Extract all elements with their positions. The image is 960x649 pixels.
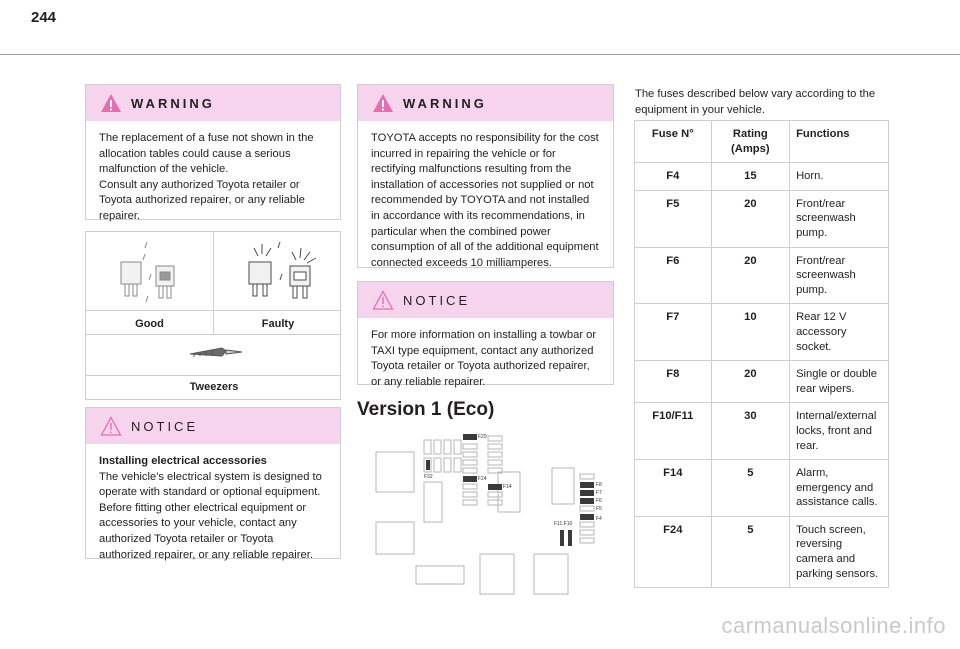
good-fuse-illustration	[116, 240, 188, 306]
notice-text: The vehicle's electrical system is designed to operate with standard or optional equipment. Before fitting other electrical equipment or accessories to your vehicle, contact any authorized Toyota retailer or Toyota authorized repairer, or any reliable repairer.	[99, 470, 322, 561]
fuse-rating-cell: 30	[711, 403, 790, 460]
notice-box-1	[85, 407, 341, 559]
table-row	[635, 516, 889, 587]
intro-text: The fuses described below vary according to the equipment in your vehicle.	[635, 88, 876, 116]
fuse-rating-cell: 20	[711, 190, 790, 247]
fuse-function-cell: Front/rear screenwash pump.	[790, 247, 889, 304]
notice-text-2: For more information on installing a towbar or TAXI type equipment, contact any authorized Toyota retailer or Toyota authorized repairer, or any reliable repairer.	[371, 329, 597, 388]
figure-row-labels	[86, 310, 340, 311]
watermark: carmanualsonline.info	[721, 613, 946, 638]
table-row	[635, 403, 889, 460]
fuse-rating-cell: 20	[711, 247, 790, 304]
fuse-rating-cell: 10	[711, 304, 790, 361]
warning-header-2	[358, 85, 613, 121]
page-number: 244	[31, 9, 57, 26]
diagram-label-f11-f10: F11 F10	[554, 521, 573, 527]
table-row	[635, 361, 889, 403]
diagram-label-f32: F32	[424, 474, 433, 480]
table-row	[635, 247, 889, 304]
diagram-label-f5: F5	[596, 506, 602, 512]
warning-box-1	[85, 84, 341, 220]
diagram-label-f8: F8	[596, 482, 602, 488]
warning-text: The replacement of a fuse not shown in the allocation tables could cause a serious malfunction of the vehicle. Consult any authorized Toyota retailer or Toyota authorized repairer, or any reliable repairer.	[99, 132, 314, 222]
fuse-number-cell: F24	[635, 516, 712, 587]
fuse-function-cell: Touch screen, reversing camera and parking sensors.	[790, 516, 889, 587]
top-rule	[0, 54, 960, 55]
fuse-number-cell: F8	[635, 361, 712, 403]
fuse-number-cell: F4	[635, 163, 712, 191]
fuse-box-diagram	[368, 430, 608, 598]
good-label: Good	[135, 318, 164, 330]
diagram-label-f4: F4	[596, 516, 602, 522]
notice-header-2	[358, 282, 613, 318]
fuse-function-cell: Single or double rear wipers.	[790, 361, 889, 403]
warning-icon	[372, 93, 394, 113]
diagram-label-f14: F14	[503, 484, 512, 490]
notice-title-2: NOTICE	[403, 292, 471, 308]
table-row	[635, 304, 889, 361]
header-fuse-no: Fuse N°	[635, 121, 712, 163]
notice-title: NOTICE	[131, 418, 199, 434]
header-rating: Rating (Amps)	[711, 121, 790, 163]
fuse-table-header	[635, 121, 889, 163]
fuse-number-cell: F14	[635, 460, 712, 517]
diagram-label-f29: F29	[478, 434, 487, 440]
fuse-rating-cell: 5	[711, 460, 790, 517]
fuse-figure	[85, 231, 341, 400]
figure-row-tweezers-label	[86, 375, 340, 376]
tweezers-illustration	[186, 342, 246, 362]
tweezers-label: Tweezers	[189, 381, 239, 393]
table-row	[635, 190, 889, 247]
warning-text-2: TOYOTA accepts no responsibility for the cost incurred in repairing the vehicle or for rectifying malfunctions resulting from the installation of accessories not supplied or not recommended by TOYOTA and not installed in accordance with its recommendations, in particular when the combined power consumption of all of the additional equipment connected exceeds 10 milliamperes.	[371, 132, 599, 269]
header-functions: Functions	[790, 121, 889, 163]
fuse-number-cell: F6	[635, 247, 712, 304]
fuse-function-cell: Rear 12 V accessory socket.	[790, 304, 889, 361]
fuse-rating-cell: 15	[711, 163, 790, 191]
fuse-function-cell: Horn.	[790, 163, 889, 191]
diagram-label-f7: F7	[596, 490, 602, 496]
fuse-function-cell: Internal/external locks, front and rear.	[790, 403, 889, 460]
faulty-fuse-illustration	[244, 240, 324, 306]
figure-row-tweezers	[86, 334, 340, 335]
notice-box-2	[357, 281, 614, 388]
fuse-function-cell: Front/rear screenwash pump.	[790, 190, 889, 247]
notice-icon	[100, 416, 122, 436]
table-row	[635, 163, 889, 191]
warning-title-2: WARNING	[403, 95, 487, 111]
fuse-rating-cell: 5	[711, 516, 790, 587]
diagram-label-f6: F6	[596, 498, 602, 504]
notice-icon	[372, 290, 394, 310]
warning-box-2	[357, 84, 614, 268]
fuse-function-cell: Alarm, emergency and assistance calls.	[790, 460, 889, 517]
fuse-number-cell: F10/F11	[635, 403, 712, 460]
section-title: Version 1 (Eco)	[357, 399, 495, 420]
fuse-rating-cell: 20	[711, 361, 790, 403]
fuse-table	[634, 120, 889, 588]
notice-header	[86, 408, 340, 444]
notice-heading: Installing electrical accessories	[99, 455, 267, 467]
fuse-number-cell: F5	[635, 190, 712, 247]
warning-icon	[100, 93, 122, 113]
faulty-label: Faulty	[261, 318, 295, 330]
fuse-number-cell: F7	[635, 304, 712, 361]
warning-header	[86, 85, 340, 121]
table-row	[635, 460, 889, 517]
warning-title: WARNING	[131, 95, 215, 111]
diagram-label-f24: F24	[478, 476, 487, 482]
